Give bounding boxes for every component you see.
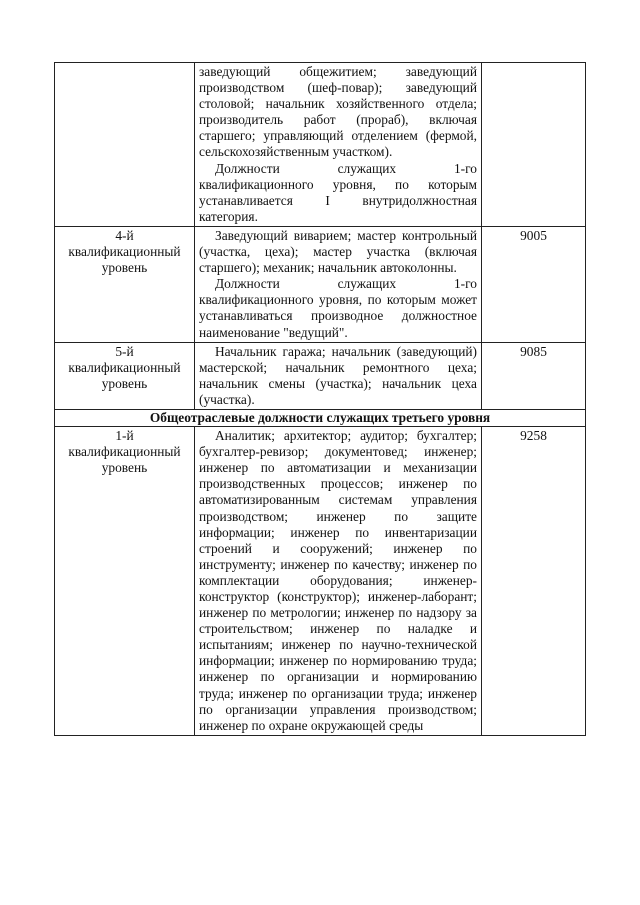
table-row <box>55 342 586 409</box>
description-paragraph: Начальник гаража; начальник (заведующий) мастерской; начальник ремонтного цеха; начальник смены (участка); начальник цеха (участка). <box>199 343 477 407</box>
description-paragraph: Заведующий виварием; мастер контрольный (участка, цеха); мастер участка (включая старшего); механик; начальник автоколонны. <box>199 227 477 276</box>
salary-cell: 9085 <box>482 342 586 409</box>
section-header-row <box>55 409 586 426</box>
description-paragraph: Должности служащих 1-го квалификационного уровня, по которым устанавливается I внутридолжностная категория. <box>199 160 477 224</box>
table-row <box>55 63 586 227</box>
description-cell <box>195 63 482 227</box>
section-heading: Общеотраслевые должности служащих третьего уровня <box>55 409 586 426</box>
description-cell <box>195 427 482 736</box>
description-cell <box>195 226 482 342</box>
description-paragraph: Аналитик; архитектор; аудитор; бухгалтер; бухгалтер-ревизор; документовед; инженер; инженер по автоматизации и механизации производственных процессов; инженер по автоматизированным системам управления производством; инженер по защите информации; инженер по инвентаризации строений и сооружений; инженер по инструменту; инженер по качеству; инженер по комплектации оборудования; инженер-конструктор (конструктор); инженер-лаборант; инженер по метрологии; инженер по надзору за строительством; инженер по наладке и испытаниям; инженер по научно-технической информации; инженер по нормированию труда; инженер по организации и нормированию труда; инженер по организации труда; инженер по организации управления производством; инженер по охране окружающей среды <box>199 428 477 733</box>
table-row <box>55 427 586 736</box>
description-paragraph: Должности служащих 1-го квалификационного уровня, по которым может устанавливаться производное должностное наименование "ведущий". <box>199 276 477 340</box>
salary-cell: 9258 <box>482 427 586 736</box>
table-row <box>55 226 586 342</box>
description-cell <box>195 342 482 409</box>
salary-cell: 9005 <box>482 226 586 342</box>
salary-cell <box>482 63 586 227</box>
level-cell: 1-й квалификационный уровень <box>55 427 195 736</box>
level-cell: 4-й квалификационный уровень <box>55 226 195 342</box>
qualification-table <box>54 62 586 736</box>
level-cell: 5-й квалификационный уровень <box>55 342 195 409</box>
level-cell <box>55 63 195 227</box>
description-paragraph: заведующий общежитием; заведующий производством (шеф-повар); заведующий столовой; начальник хозяйственного отдела; производитель работ (прораб), включая старшего; управляющий отделением (фермой, сельскохозяйственным участком). <box>199 64 477 160</box>
